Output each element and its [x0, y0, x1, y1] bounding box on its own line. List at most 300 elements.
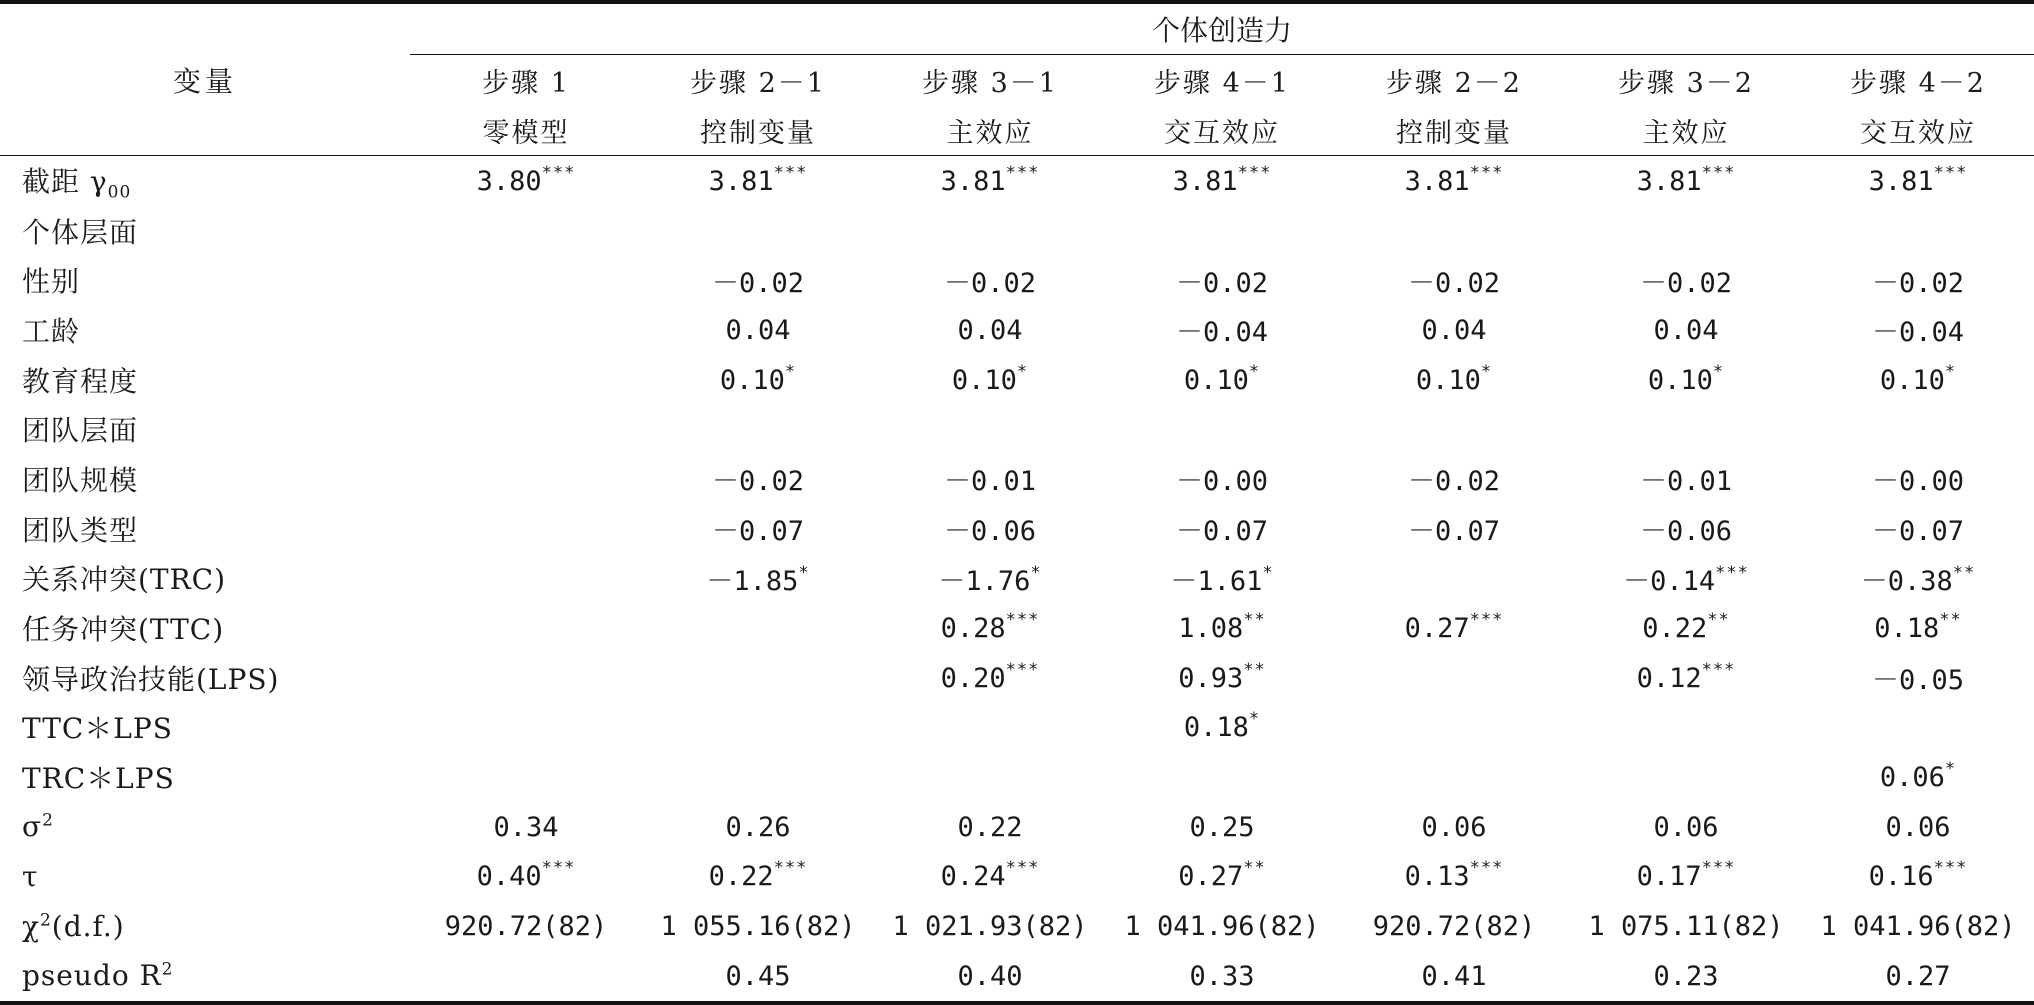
coefficient-value: 3.81: [1172, 165, 1238, 197]
coefficient-cell: [1338, 554, 1570, 604]
coefficient-cell: [410, 255, 642, 305]
coefficient-cell: [410, 156, 642, 206]
row-label: [0, 305, 410, 355]
coefficient-value: 0.40: [476, 861, 542, 893]
coefficient-cell: [1570, 255, 1802, 305]
step-header-6: 步骤 3－2: [1618, 67, 1754, 99]
coefficient-value: 3.81: [1636, 165, 1702, 197]
coefficient-cell: [1570, 603, 1802, 653]
coefficient-value: 1 041.96(82): [1124, 911, 1320, 943]
significance-marker: ***: [541, 162, 576, 183]
significance-marker: *: [1016, 361, 1029, 382]
coefficient-value: －1.61: [1170, 565, 1263, 597]
coefficient-cell: [642, 355, 874, 405]
coefficient-cell: [1338, 255, 1570, 305]
coefficient-cell: [1106, 206, 1338, 256]
row-label-superscript: 2: [161, 960, 174, 981]
coefficient-value: －0.01: [1639, 466, 1733, 498]
row-label: [0, 951, 410, 1003]
coefficient-value: 0.23: [1653, 960, 1719, 992]
table-header: [0, 2, 2034, 156]
coefficient-value: －0.02: [1407, 466, 1501, 498]
coefficient-value: －0.02: [1175, 267, 1269, 299]
coefficient-cell: [410, 852, 642, 902]
table-row: [0, 504, 2034, 554]
coefficient-cell: [1570, 752, 1802, 802]
significance-marker: ***: [1005, 659, 1040, 680]
coefficient-cell: [874, 156, 1106, 206]
coefficient-value: －0.14: [1623, 565, 1716, 597]
significance-marker: *: [1944, 759, 1957, 780]
table-row: [0, 355, 2034, 405]
table-row: [0, 554, 2034, 604]
coefficient-cell: [1802, 156, 2034, 206]
coefficient-value: 0.06: [1885, 811, 1951, 843]
coefficient-value: －1.76: [938, 565, 1031, 597]
coefficient-cell: [1570, 404, 1802, 454]
table-row: [0, 404, 2034, 454]
coefficient-cell: [1570, 206, 1802, 256]
row-label-text: 教育程度: [22, 364, 139, 398]
coefficient-cell: [1802, 404, 2034, 454]
table-row: [0, 603, 2034, 653]
coefficient-cell: [1570, 156, 1802, 206]
row-label-text: TRC＊LPS: [22, 762, 175, 796]
coefficient-cell: [1338, 901, 1570, 951]
row-label-text: 团队类型: [22, 513, 139, 547]
coefficient-cell: [642, 206, 874, 256]
dependent-variable-label: 个体创造力: [1152, 14, 1293, 47]
step-header-4: 步骤 4－1: [1154, 67, 1290, 99]
coefficient-cell: [874, 752, 1106, 802]
row-label-text: 关系冲突(TRC): [22, 563, 227, 597]
coefficient-cell: [1802, 454, 2034, 504]
row-label-text: 工龄: [22, 314, 81, 348]
coefficient-value: 0.27: [1404, 613, 1470, 645]
coefficient-cell: [874, 554, 1106, 604]
coefficient-value: 0.34: [493, 811, 559, 843]
coefficient-cell: [1802, 305, 2034, 355]
coefficient-value: 0.22: [1642, 613, 1708, 645]
table-row: [0, 206, 2034, 256]
row-label: [0, 653, 410, 703]
row-label: [0, 554, 410, 604]
row-label-text: 领导政治技能(LPS): [22, 662, 280, 696]
coefficient-cell: [410, 752, 642, 802]
coefficient-cell: [1802, 802, 2034, 852]
row-label: [0, 206, 410, 256]
significance-marker: *: [1480, 361, 1493, 382]
coefficient-cell: [410, 355, 642, 405]
coefficient-value: 0.18: [1874, 613, 1940, 645]
coefficient-value: 0.10: [719, 364, 785, 396]
significance-marker: *: [1030, 562, 1042, 583]
coefficient-cell: [1106, 852, 1338, 902]
coefficient-value: 0.18: [1183, 712, 1249, 744]
model-header-2: 控制变量: [642, 105, 874, 156]
coefficient-value: 3.81: [1404, 165, 1470, 197]
coefficient-cell: [1106, 504, 1338, 554]
coefficient-value: －0.02: [943, 267, 1037, 299]
coefficient-cell: [1338, 305, 1570, 355]
coefficient-value: 0.06: [1421, 811, 1487, 843]
row-label: [0, 752, 410, 802]
coefficient-value: －0.07: [711, 516, 805, 548]
coefficient-value: 0.16: [1868, 861, 1934, 893]
coefficient-cell: [874, 901, 1106, 951]
row-label-text: 任务冲突(TTC): [22, 613, 225, 647]
row-label: [0, 355, 410, 405]
model-header-4: 交互效应: [1106, 105, 1338, 156]
table-row: [0, 454, 2034, 504]
coefficient-value: －0.07: [1407, 516, 1501, 548]
table-body: [0, 156, 2034, 1003]
coefficient-cell: [1338, 752, 1570, 802]
coefficient-cell: [1802, 852, 2034, 902]
coefficient-cell: [874, 852, 1106, 902]
significance-marker: *: [784, 361, 797, 382]
coefficient-cell: [1338, 852, 1570, 902]
significance-marker: ***: [1933, 162, 1968, 183]
model-header-3: 主效应: [874, 105, 1106, 156]
coefficient-cell: [642, 255, 874, 305]
significance-marker: *: [1248, 361, 1261, 382]
coefficient-cell: [410, 206, 642, 256]
coefficient-value: －0.04: [1175, 317, 1269, 349]
row-label-text: TTC＊LPS: [22, 712, 173, 746]
coefficient-cell: [642, 603, 874, 653]
table-row: [0, 901, 2034, 951]
coefficient-cell: [410, 653, 642, 703]
row-label-subscript: 00: [107, 182, 132, 203]
row-label-tail: (d.f.): [51, 909, 125, 943]
coefficient-cell: [642, 951, 874, 1003]
significance-marker: **: [1939, 610, 1962, 631]
coefficient-cell: [642, 752, 874, 802]
coefficient-cell: [1338, 454, 1570, 504]
coefficient-cell: [1802, 554, 2034, 604]
row-label-text: 团队规模: [22, 463, 139, 497]
significance-marker: ***: [1005, 610, 1040, 631]
model-header-1: 零模型: [410, 105, 642, 156]
table-row: [0, 802, 2034, 852]
coefficient-cell: [1338, 802, 1570, 852]
row-label: [0, 901, 410, 951]
coefficient-value: 0.40: [957, 960, 1023, 992]
coefficient-value: 0.12: [1636, 662, 1702, 694]
coefficient-cell: [1802, 603, 2034, 653]
step-header-5: 步骤 2－2: [1386, 67, 1522, 99]
coefficient-cell: [1570, 355, 1802, 405]
coefficient-value: 1 041.96(82): [1820, 911, 2016, 943]
coefficient-value: 0.27: [1178, 861, 1244, 893]
significance-marker: ***: [1005, 858, 1040, 879]
coefficient-cell: [1570, 703, 1802, 753]
step-header-2: 步骤 2－1: [690, 67, 826, 99]
table-row: [0, 951, 2034, 1003]
significance-marker: ***: [1715, 562, 1749, 583]
row-label: [0, 703, 410, 753]
significance-marker: *: [1248, 709, 1261, 730]
coefficient-cell: [1338, 951, 1570, 1003]
coefficient-cell: [1106, 156, 1338, 206]
coefficient-value: 0.45: [725, 960, 791, 992]
coefficient-cell: [1106, 305, 1338, 355]
coefficient-value: 0.26: [725, 811, 791, 843]
coefficient-cell: [642, 454, 874, 504]
coefficient-cell: [1338, 206, 1570, 256]
coefficient-cell: [874, 454, 1106, 504]
coefficient-cell: [874, 653, 1106, 703]
coefficient-value: －0.04: [1871, 317, 1965, 349]
coefficient-cell: [1106, 901, 1338, 951]
coefficient-cell: [1106, 454, 1338, 504]
coefficient-value: 0.17: [1636, 861, 1702, 893]
dependent-variable-header: [410, 2, 2034, 55]
model-header-7: 交互效应: [1802, 105, 2034, 156]
row-label: [0, 454, 410, 504]
coefficient-value: 0.10: [951, 364, 1017, 396]
coefficient-cell: [874, 603, 1106, 653]
table-row: [0, 653, 2034, 703]
row-label-text: 截距 γ: [22, 164, 108, 198]
coefficient-cell: [874, 305, 1106, 355]
significance-marker: ***: [1469, 858, 1504, 879]
coefficient-cell: [410, 454, 642, 504]
coefficient-cell: [642, 653, 874, 703]
coefficient-cell: [1106, 355, 1338, 405]
significance-marker: ***: [1469, 610, 1504, 631]
coefficient-value: 0.27: [1885, 960, 1951, 992]
coefficient-cell: [1802, 653, 2034, 703]
coefficient-value: 0.20: [940, 662, 1006, 694]
coefficient-value: 0.10: [1415, 364, 1481, 396]
coefficient-value: 0.25: [1189, 811, 1255, 843]
coefficient-cell: [874, 404, 1106, 454]
coefficient-value: 0.06: [1879, 762, 1945, 794]
coefficient-cell: [1802, 255, 2034, 305]
coefficient-value: －0.06: [1639, 516, 1733, 548]
coefficient-cell: [410, 951, 642, 1003]
significance-marker: ***: [541, 858, 576, 879]
coefficient-value: 1.08: [1178, 613, 1244, 645]
coefficient-cell: [1338, 603, 1570, 653]
coefficient-cell: [642, 901, 874, 951]
coefficient-value: 0.10: [1647, 364, 1713, 396]
coefficient-value: 0.13: [1404, 861, 1470, 893]
coefficient-cell: [410, 703, 642, 753]
coefficient-value: 0.33: [1189, 960, 1255, 992]
coefficient-cell: [1106, 951, 1338, 1003]
coefficient-value: 920.72(82): [1372, 911, 1536, 943]
coefficient-value: 920.72(82): [444, 911, 608, 943]
coefficient-value: 3.80: [476, 165, 542, 197]
row-label-superscript: 2: [42, 810, 54, 831]
coefficient-cell: [410, 504, 642, 554]
table-row: [0, 255, 2034, 305]
coefficient-value: 0.28: [940, 613, 1006, 645]
coefficient-cell: [642, 554, 874, 604]
coefficient-value: －1.85: [706, 565, 799, 597]
model-header-5: 控制变量: [1338, 105, 1570, 156]
coefficient-value: －0.06: [943, 516, 1037, 548]
coefficient-value: －0.07: [1871, 516, 1965, 548]
coefficient-cell: [1802, 951, 2034, 1003]
coefficient-cell: [1570, 454, 1802, 504]
row-label-superscript: 2: [39, 910, 52, 931]
model-header-6: 主效应: [1570, 105, 1802, 156]
coefficient-cell: [874, 504, 1106, 554]
row-label: [0, 404, 410, 454]
step-header-3: 步骤 3－1: [922, 67, 1058, 99]
coefficient-value: －0.02: [1407, 267, 1501, 299]
coefficient-cell: [410, 554, 642, 604]
coefficient-cell: [410, 305, 642, 355]
coefficient-cell: [410, 404, 642, 454]
variable-column-header: 变量: [0, 2, 410, 156]
significance-marker: ***: [773, 162, 808, 183]
row-label: [0, 802, 410, 852]
coefficient-cell: [1802, 504, 2034, 554]
coefficient-cell: [1106, 404, 1338, 454]
coefficient-cell: [874, 206, 1106, 256]
coefficient-value: 0.24: [940, 861, 1006, 893]
coefficient-cell: [1570, 901, 1802, 951]
row-label: [0, 852, 410, 902]
coefficient-value: －0.07: [1175, 516, 1269, 548]
coefficient-value: 3.81: [1868, 165, 1934, 197]
row-label-text: pseudo R: [22, 959, 162, 993]
coefficient-cell: [874, 802, 1106, 852]
significance-marker: **: [1952, 562, 1976, 583]
significance-marker: **: [1243, 610, 1266, 631]
coefficient-cell: [874, 951, 1106, 1003]
coefficient-cell: [642, 156, 874, 206]
coefficient-value: －0.02: [1871, 267, 1965, 299]
table-row: [0, 752, 2034, 802]
coefficient-cell: [1106, 703, 1338, 753]
coefficient-value: 0.10: [1183, 364, 1249, 396]
coefficient-value: －0.05: [1871, 665, 1965, 697]
significance-marker: *: [1262, 562, 1274, 583]
coefficient-cell: [1570, 305, 1802, 355]
coefficient-cell: [1570, 504, 1802, 554]
coefficient-value: 3.81: [708, 165, 774, 197]
row-label-text: χ: [22, 909, 40, 943]
coefficient-cell: [1338, 703, 1570, 753]
significance-marker: *: [798, 562, 810, 583]
coefficient-cell: [1338, 404, 1570, 454]
significance-marker: *: [1944, 361, 1957, 382]
table-row: [0, 703, 2034, 753]
coefficient-cell: [1570, 802, 1802, 852]
coefficient-cell: [874, 355, 1106, 405]
coefficient-cell: [1338, 653, 1570, 703]
coefficient-value: 0.04: [725, 314, 791, 346]
coefficient-cell: [1570, 852, 1802, 902]
coefficient-value: －0.00: [1175, 466, 1269, 498]
coefficient-cell: [1338, 355, 1570, 405]
coefficient-value: －0.38: [1860, 565, 1953, 597]
row-label: [0, 603, 410, 653]
coefficient-cell: [1570, 554, 1802, 604]
coefficient-value: 3.81: [940, 165, 1006, 197]
coefficient-cell: [1802, 703, 2034, 753]
row-label-text: 性别: [22, 265, 81, 299]
significance-marker: *: [1712, 361, 1725, 382]
coefficient-cell: [1570, 653, 1802, 703]
significance-marker: ***: [1701, 858, 1736, 879]
significance-marker: **: [1707, 610, 1730, 631]
coefficient-cell: [642, 305, 874, 355]
coefficient-value: －0.02: [711, 466, 805, 498]
coefficient-cell: [1106, 554, 1338, 604]
coefficient-cell: [1338, 156, 1570, 206]
significance-marker: ***: [773, 858, 808, 879]
coefficient-cell: [1106, 802, 1338, 852]
coefficient-value: －0.02: [1639, 267, 1733, 299]
row-label-text: τ: [22, 859, 39, 893]
table-row: [0, 156, 2034, 206]
coefficient-value: －0.02: [711, 267, 805, 299]
row-label-text: 个体层面: [22, 215, 139, 249]
significance-marker: ***: [1005, 162, 1040, 183]
coefficient-cell: [1106, 752, 1338, 802]
coefficient-cell: [410, 901, 642, 951]
step-header-1: 步骤 1: [482, 67, 570, 99]
row-label-text: 团队层面: [22, 414, 139, 448]
coefficient-value: 0.10: [1879, 364, 1945, 396]
coefficient-cell: [1338, 504, 1570, 554]
coefficient-value: 0.22: [957, 811, 1023, 843]
coefficient-cell: [642, 404, 874, 454]
significance-marker: ***: [1469, 162, 1504, 183]
row-label: [0, 504, 410, 554]
significance-marker: ***: [1237, 162, 1272, 183]
coefficient-value: 0.41: [1421, 960, 1487, 992]
coefficient-cell: [1106, 603, 1338, 653]
coefficient-value: 0.04: [957, 314, 1023, 346]
coefficient-cell: [874, 703, 1106, 753]
significance-marker: **: [1243, 659, 1266, 680]
coefficient-cell: [642, 802, 874, 852]
row-label-text: σ: [22, 810, 43, 844]
coefficient-value: －0.00: [1871, 466, 1965, 498]
coefficient-cell: [874, 255, 1106, 305]
coefficient-cell: [1802, 355, 2034, 405]
coefficient-value: 0.06: [1653, 811, 1719, 843]
coefficient-cell: [642, 852, 874, 902]
table-row: [0, 852, 2034, 902]
coefficient-value: 0.93: [1178, 662, 1244, 694]
coefficient-cell: [410, 603, 642, 653]
coefficient-cell: [1802, 752, 2034, 802]
row-label: [0, 156, 410, 206]
coefficient-value: 0.04: [1421, 314, 1487, 346]
coefficient-cell: [1106, 255, 1338, 305]
coefficient-cell: [1802, 206, 2034, 256]
significance-marker: ***: [1701, 162, 1736, 183]
coefficient-value: 1 021.93(82): [892, 911, 1088, 943]
coefficient-cell: [1802, 901, 2034, 951]
step-header-7: 步骤 4－2: [1850, 67, 1986, 99]
significance-marker: **: [1243, 858, 1266, 879]
coefficient-cell: [1570, 951, 1802, 1003]
row-label: [0, 255, 410, 305]
coefficient-cell: [642, 504, 874, 554]
coefficient-value: 0.22: [708, 861, 774, 893]
significance-marker: ***: [1701, 659, 1736, 680]
